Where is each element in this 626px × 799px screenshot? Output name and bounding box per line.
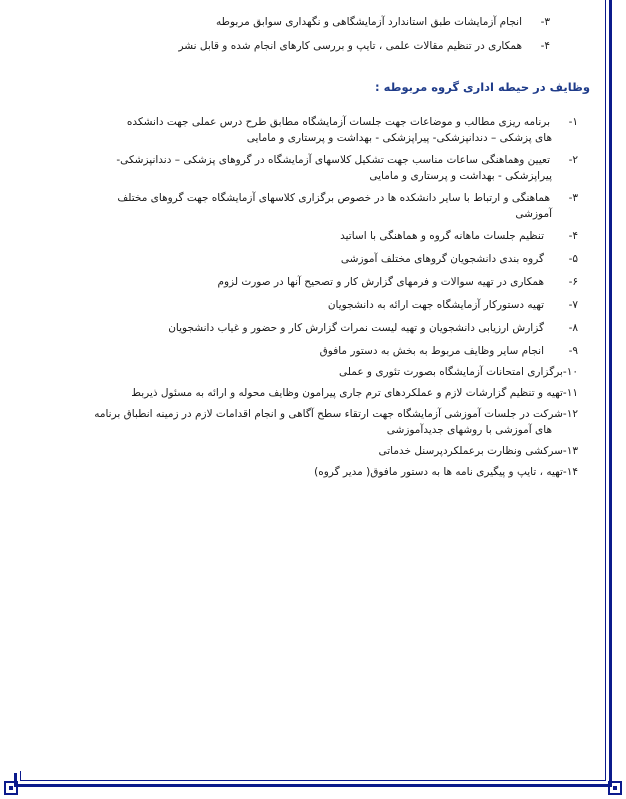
item-number: ۶-	[568, 276, 578, 288]
item-text: همکاری در تنظیم مقالات علمی ، تایپ و بررسی کارهای انجام شده و قابل نشر	[178, 40, 522, 52]
corner-ornament-bottom-right	[608, 781, 622, 795]
list-item	[30, 274, 578, 290]
item-number: ۲-	[568, 154, 578, 166]
item-number: ۴-	[540, 40, 550, 52]
item-text: تنظیم جلسات ماهانه گروه و هماهنگی با اساتید	[340, 230, 544, 242]
item-number: ۳-	[568, 192, 578, 204]
list-item	[30, 443, 578, 459]
page-border-bottom-inner	[20, 780, 606, 781]
list-item	[30, 14, 550, 30]
list-item	[30, 228, 578, 244]
item-text: تهیه دستورکار آزمایشگاه جهت ارائه به دانشجویان	[327, 299, 544, 311]
list-item	[30, 38, 550, 54]
document-content	[30, 6, 590, 485]
item-number: ۵-	[568, 253, 578, 265]
page-border-right	[609, 0, 612, 785]
list-item	[30, 464, 578, 480]
item-text: برگزاری امتحانات آزمایشگاه بصورت تئوری و عملی	[339, 366, 563, 378]
list-item	[30, 364, 578, 380]
list-item	[30, 251, 578, 267]
item-number: ۱۱-	[562, 387, 578, 399]
list-item	[30, 152, 578, 184]
item-number: ۹-	[568, 345, 578, 357]
list-item	[30, 406, 578, 438]
item-text: سرکشی ونظارت برعملکردپرسنل خدماتی	[378, 445, 563, 457]
item-number: ۴-	[568, 230, 578, 242]
item-number: ۳-	[540, 16, 550, 28]
corner-ornament-bottom-left	[4, 781, 18, 795]
item-number: ۷-	[568, 299, 578, 311]
item-text-line: های پزشکی – دندانپزشکی- پیراپزشکی - بهداشت و پرستاری و مامایی	[246, 132, 552, 144]
item-number: ۱-	[568, 116, 578, 128]
list-item	[30, 385, 578, 401]
list-item	[30, 114, 578, 146]
item-text: تهیه و تنظیم گزارشات لازم و عملکردهای ترم جاری پیرامون وظایف محوله و ارائه به مسئول ذیربط	[131, 387, 563, 399]
item-text-line: آموزشی	[515, 208, 552, 220]
item-number: ۸-	[568, 322, 578, 334]
item-text: انجام سایر وظایف مربوط به بخش به دستور مافوق	[319, 345, 544, 357]
item-text: گروه بندی دانشجویان گروهای مختلف آموزشی	[340, 253, 544, 265]
list-item	[30, 320, 578, 336]
page-border-bottom	[14, 784, 612, 787]
item-text-line: های آموزشی با روشهای جدیدآموزشی	[386, 424, 552, 436]
item-number: ۱۴-	[562, 466, 578, 478]
list-item	[30, 297, 578, 313]
item-text: گزارش ارزیابی دانشجویان و تهیه لیست نمرات گزارش کار و حضور و غیاب دانشجویان	[168, 322, 544, 334]
section-title: وظایف در حیطه اداری گروه مربوطه :	[375, 80, 590, 94]
item-text-line: شرکت در جلسات آموزشی آزمایشگاه جهت ارتقاء سطح آگاهی و انجام اقدامات لازم در زمینه انطباق برنامه	[94, 408, 563, 420]
item-text-line: برنامه ریزی مطالب و موضاعات جهت جلسات آزمایشگاه مطابق طرح درس عملی جهت دانشکده	[126, 116, 550, 128]
page-border-left-stub-inner	[20, 771, 21, 781]
item-number: ۱۳-	[562, 445, 578, 457]
item-text-line: پیراپزشکی - بهداشت و پرستاری و مامایی	[369, 170, 552, 182]
item-text: انجام آزمایشات طبق استاندارد آزمایشگاهی و نگهداری سوابق مربوطه	[216, 16, 522, 28]
page-border-right-inner	[605, 0, 606, 781]
list-item	[30, 343, 578, 359]
item-number: ۱۲-	[562, 408, 578, 420]
item-text-line: هماهنگی و ارتباط با سایر دانشکده ها در خصوص برگزاری کلاسهای آزمایشگاه جهت گروهای مختلف	[117, 192, 550, 204]
list-item	[30, 190, 578, 222]
item-text: تهیه ، تایپ و پیگیری نامه ها به دستور مافوق( مدیر گروه)	[314, 466, 563, 478]
item-number: ۱۰-	[562, 366, 578, 378]
item-text-line: تعیین وهماهنگی ساعات مناسب جهت تشکیل کلاسهای آزمایشگاه در گروهای پزشکی – دندانپزشکی-	[116, 154, 550, 166]
item-text: همکاری در تهیه سوالات و فرمهای گزارش کار و تصحیح آنها در صورت لزوم	[217, 276, 544, 288]
